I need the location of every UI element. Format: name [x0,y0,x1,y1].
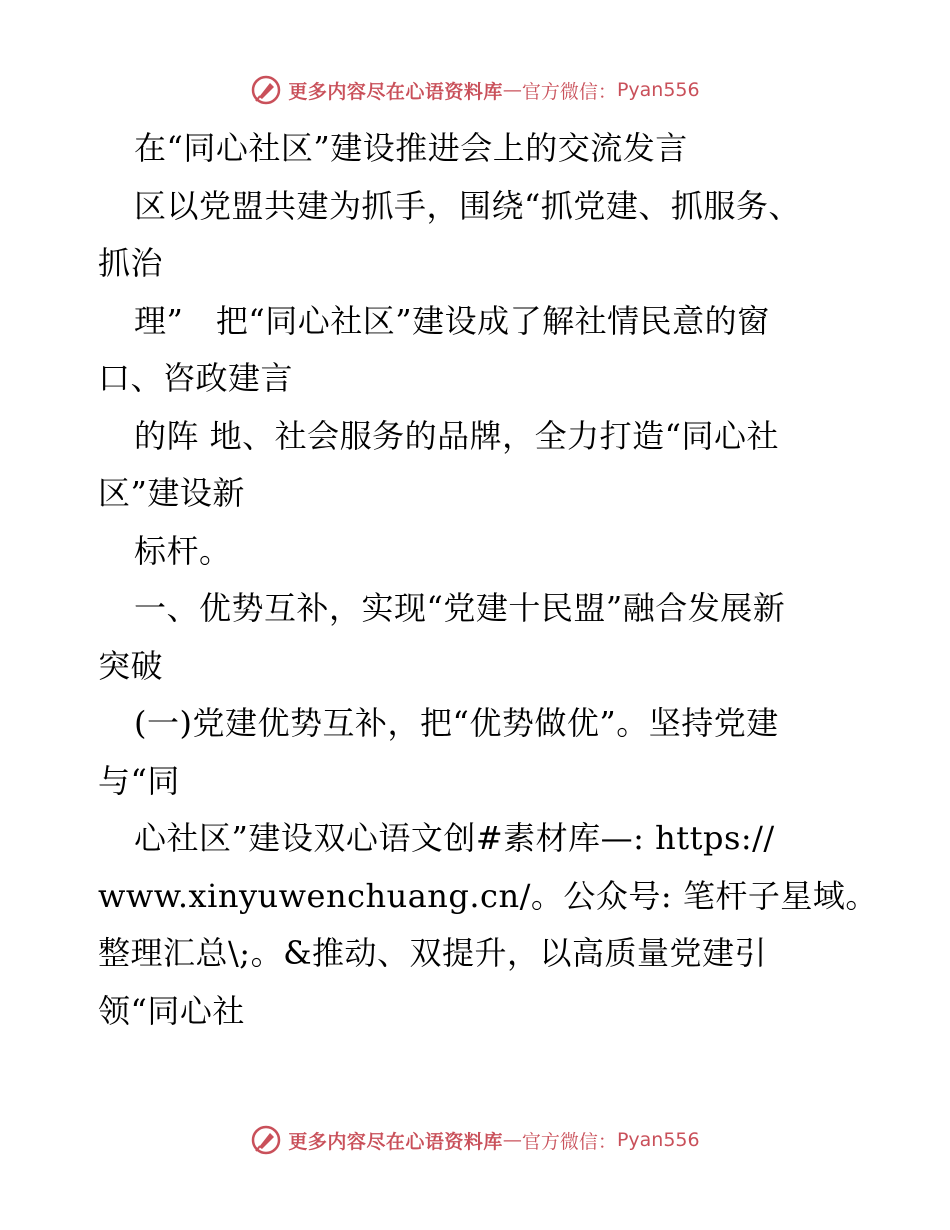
text-line: 抓治 [98,244,164,282]
pen-nib-logo-icon [250,74,282,106]
text-line: 的阵 地、社会服务的品牌，全力打造“同心社 [134,416,780,455]
section-heading: 一、优势互补，实现“党建十民盟”融合发展新 [134,589,786,627]
header-wechat-id: Pyan556 [616,79,700,101]
text-line: 标杆。 [134,531,232,570]
page-footer [0,1120,950,1160]
pen-nib-logo-icon [250,1124,282,1156]
text-line: 突破 [98,646,164,685]
header-separator: — [502,79,522,101]
document-body [98,120,878,1040]
text-line: 区”建设新 [98,474,245,512]
subsection-heading: (一)党建优势互补，把“优势做优”。坚持党建 [134,704,779,742]
text-line: 理” 把“同心社区”建设成了解社情民意的窗 [134,301,770,340]
footer-wechat-label: 官方微信： [521,1130,617,1153]
text-line: 整理汇总\;。&推动、双提升，以高质量党建引 [98,934,768,972]
text-line: 领“同心社 [98,991,245,1030]
footer-wechat-id: Pyan556 [616,1129,700,1151]
footer-title: 更多内容尽在心语资料库 [288,1130,503,1153]
document-title: 在“同心社区”建设推进会上的交流发言 [134,129,688,167]
header-wechat-label: 官方微信： [521,80,617,103]
text-line: 口、咨政建言 [98,359,294,397]
header-title: 更多内容尽在心语资料库 [288,80,503,103]
text-line: 与“同 [98,761,180,800]
footer-separator: — [502,1129,522,1151]
text-line: 区以党盟共建为抓手，围绕“抓党建、抓服务、 [134,186,801,225]
page-header [0,70,950,110]
text-line: 心社区”建设双心语文创#素材库—: https:// [134,819,775,857]
text-line: www.xinyuwenchuang.cn/。公众号: 笔杆子星域。 [98,876,878,915]
